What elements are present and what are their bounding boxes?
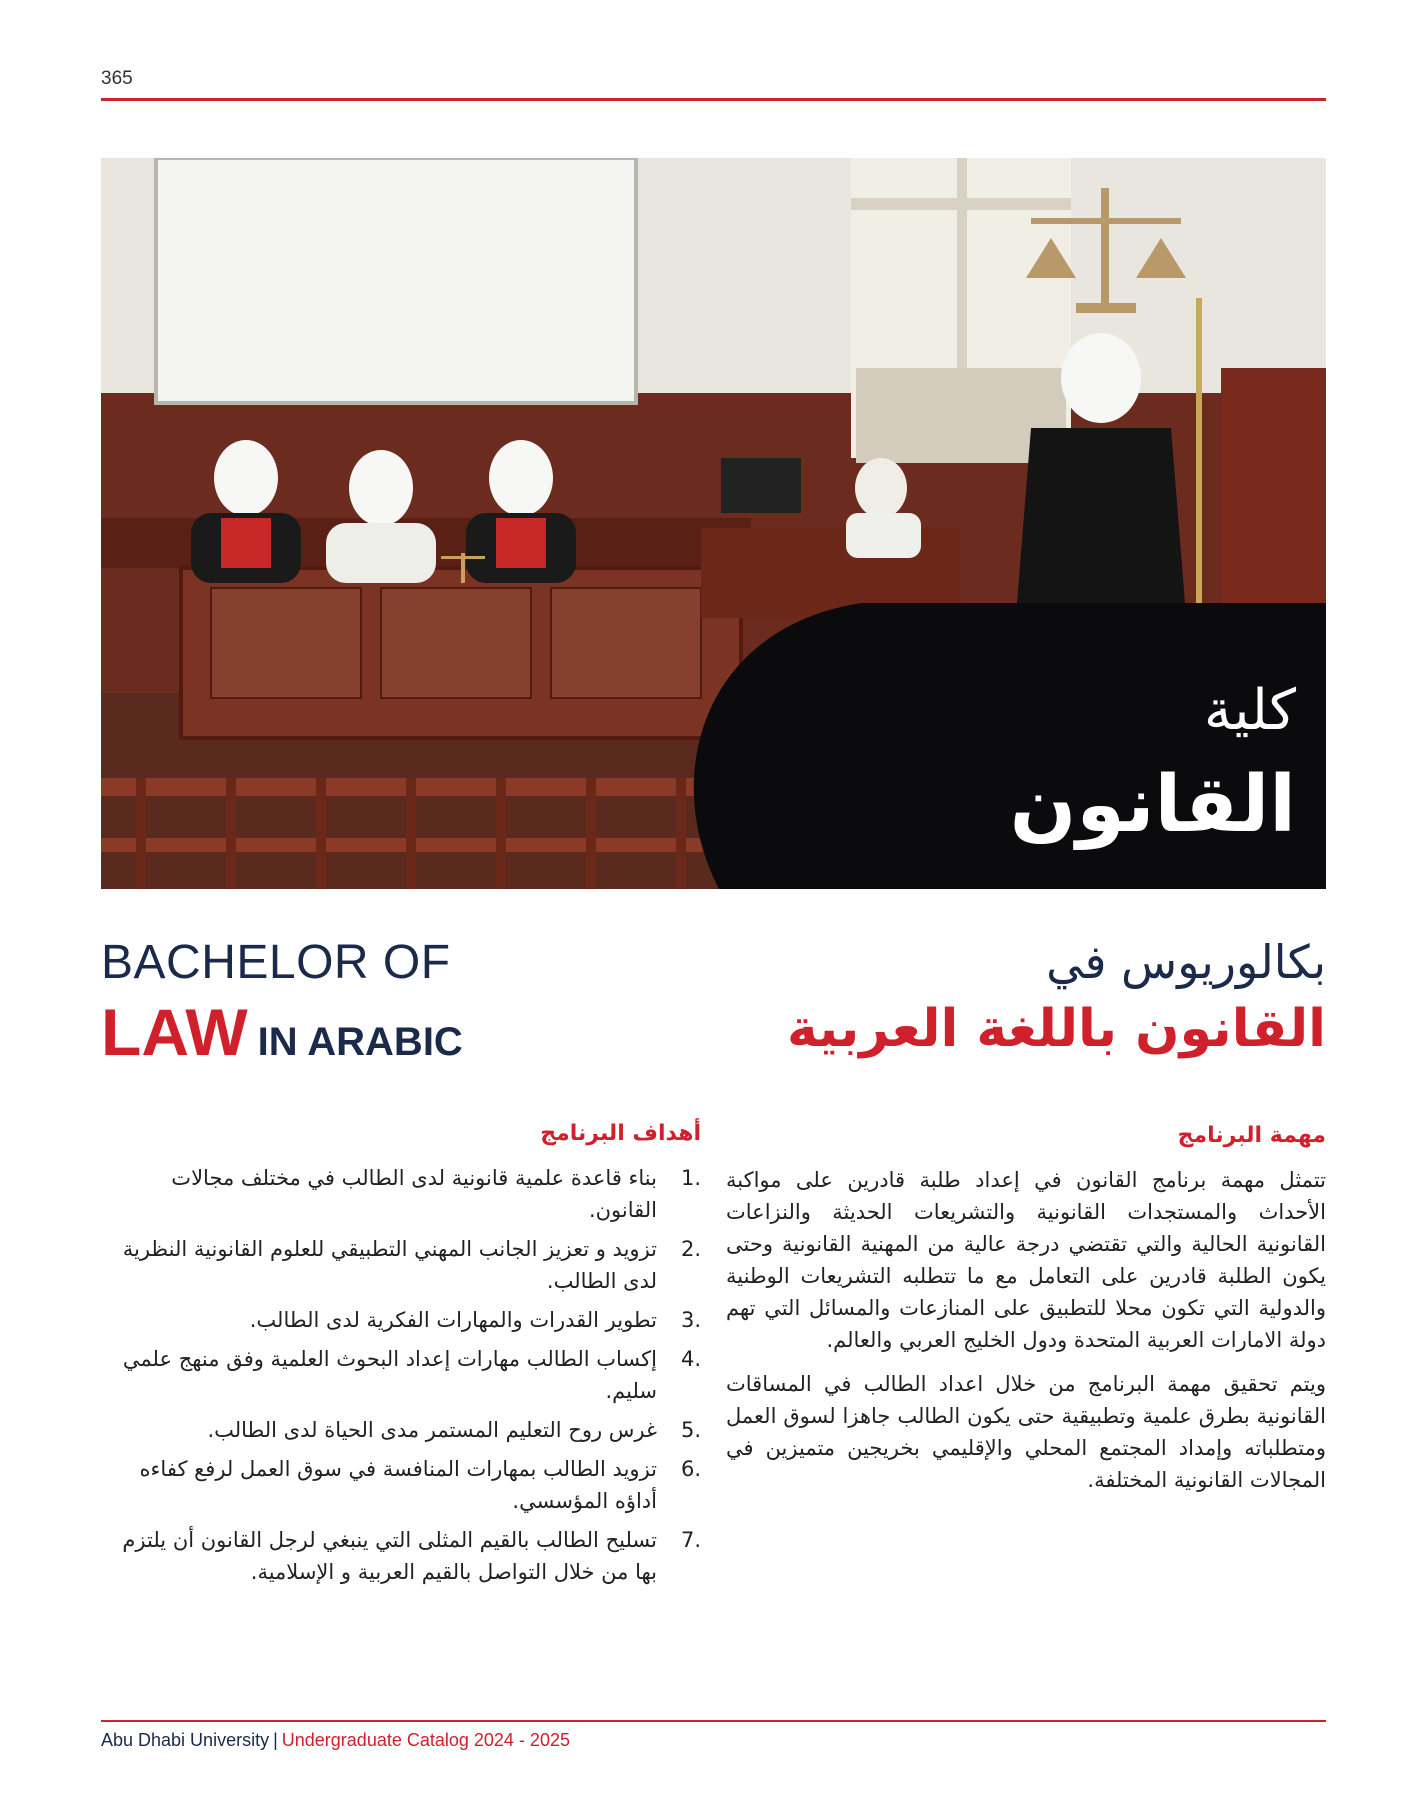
goal-number: .7 bbox=[680, 1528, 701, 1552]
arabic-title-line2: القانون باللغة العربية bbox=[786, 999, 1326, 1059]
goals-list bbox=[101, 1162, 701, 1588]
english-title-law: LAW bbox=[101, 995, 248, 1069]
arabic-title-line1: بكالوريوس في bbox=[1046, 935, 1326, 989]
goal-number: .5 bbox=[680, 1418, 701, 1442]
footer bbox=[101, 1730, 570, 1751]
list-item bbox=[101, 1233, 701, 1297]
goals-heading: أهداف البرنامج bbox=[540, 1121, 701, 1146]
hero-title-line2: القانون bbox=[1009, 760, 1296, 850]
goal-text: إكساب الطالب مهارات إعداد البحوث العلمية وفق منهج علمي سليم. bbox=[122, 1347, 657, 1403]
mission-paragraph: ويتم تحقيق مهمة البرنامج من خلال اعداد الطالب في المساقات القانونية بطرق علمية وتطبيقية حتى يكون الطالب جاهزا لسوق العمل ومتطلباته وإمداد المجتمع المحلي والإقليمي بخريجين متميزين في المجالات القانونية المختلفة. bbox=[726, 1372, 1326, 1492]
goal-number: .2 bbox=[680, 1237, 701, 1261]
footer-university: Abu Dhabi University bbox=[101, 1730, 270, 1750]
goal-text: تطوير القدرات والمهارات الفكرية لدى الطالب. bbox=[249, 1308, 657, 1332]
hero-title-line1: كلية bbox=[1203, 678, 1296, 743]
mission-heading: مهمة البرنامج bbox=[1177, 1123, 1326, 1148]
goal-number: .4 bbox=[680, 1347, 701, 1371]
goal-number: .3 bbox=[680, 1308, 701, 1332]
list-item bbox=[101, 1524, 701, 1588]
goal-text: تزويد الطالب بمهارات المنافسة في سوق العمل لرفع كفاءه أداؤه المؤسسي. bbox=[139, 1457, 657, 1513]
list-item bbox=[101, 1304, 701, 1336]
footer-separator: | bbox=[273, 1730, 278, 1750]
goal-number: .1 bbox=[680, 1166, 701, 1190]
goal-number: .6 bbox=[680, 1457, 701, 1481]
bottom-divider bbox=[101, 1720, 1326, 1722]
goals-section bbox=[101, 1118, 701, 1595]
goal-text: غرس روح التعليم المستمر مدى الحياة لدى الطالب. bbox=[207, 1418, 657, 1442]
list-item bbox=[101, 1453, 701, 1517]
footer-catalog: Undergraduate Catalog 2024 - 2025 bbox=[281, 1730, 570, 1750]
english-title-in-arabic: IN ARABIC bbox=[257, 1020, 463, 1064]
arabic-title bbox=[766, 935, 1326, 1059]
goal-text: تزويد و تعزيز الجانب المهني التطبيقي للعلوم القانونية النظرية لدى الطالب. bbox=[122, 1237, 657, 1293]
hero-image bbox=[101, 158, 1326, 889]
mission-paragraph: تتمثل مهمة برنامج القانون في إعداد طلبة قادرين على مواكبة الأحداث والمستجدات القانونية والتشريعات الحديثة والنزاعات القانونية الحالية والتي تقتضي درجة عالية من المهنية القانونية وحتى يكون الطلبة قادرين على التعامل مع ما تتطلبه التشريعات الوطنية والدولية التي تكون محلا للتطبيق على المنازعات والمسائل التي تهم دولة الامارات العربية المتحدة ودول الخليج العربي والعالم. bbox=[726, 1168, 1326, 1352]
list-item bbox=[101, 1162, 701, 1226]
top-divider bbox=[101, 98, 1326, 101]
mission-section bbox=[726, 1120, 1326, 1508]
goal-text: بناء قاعدة علمية قانونية لدى الطالب في مختلف مجالات القانون. bbox=[171, 1166, 657, 1222]
goal-text: تسليح الطالب بالقيم المثلى التي ينبغي لرجل القانون أن يلتزم بها من خلال التواصل بالقيم العربية و الإسلامية. bbox=[122, 1528, 657, 1584]
english-title bbox=[101, 935, 463, 1070]
english-title-line2 bbox=[101, 994, 463, 1070]
english-title-line1: BACHELOR OF bbox=[101, 936, 451, 989]
page-number: 365 bbox=[101, 68, 133, 89]
list-item bbox=[101, 1343, 701, 1407]
list-item bbox=[101, 1414, 701, 1446]
